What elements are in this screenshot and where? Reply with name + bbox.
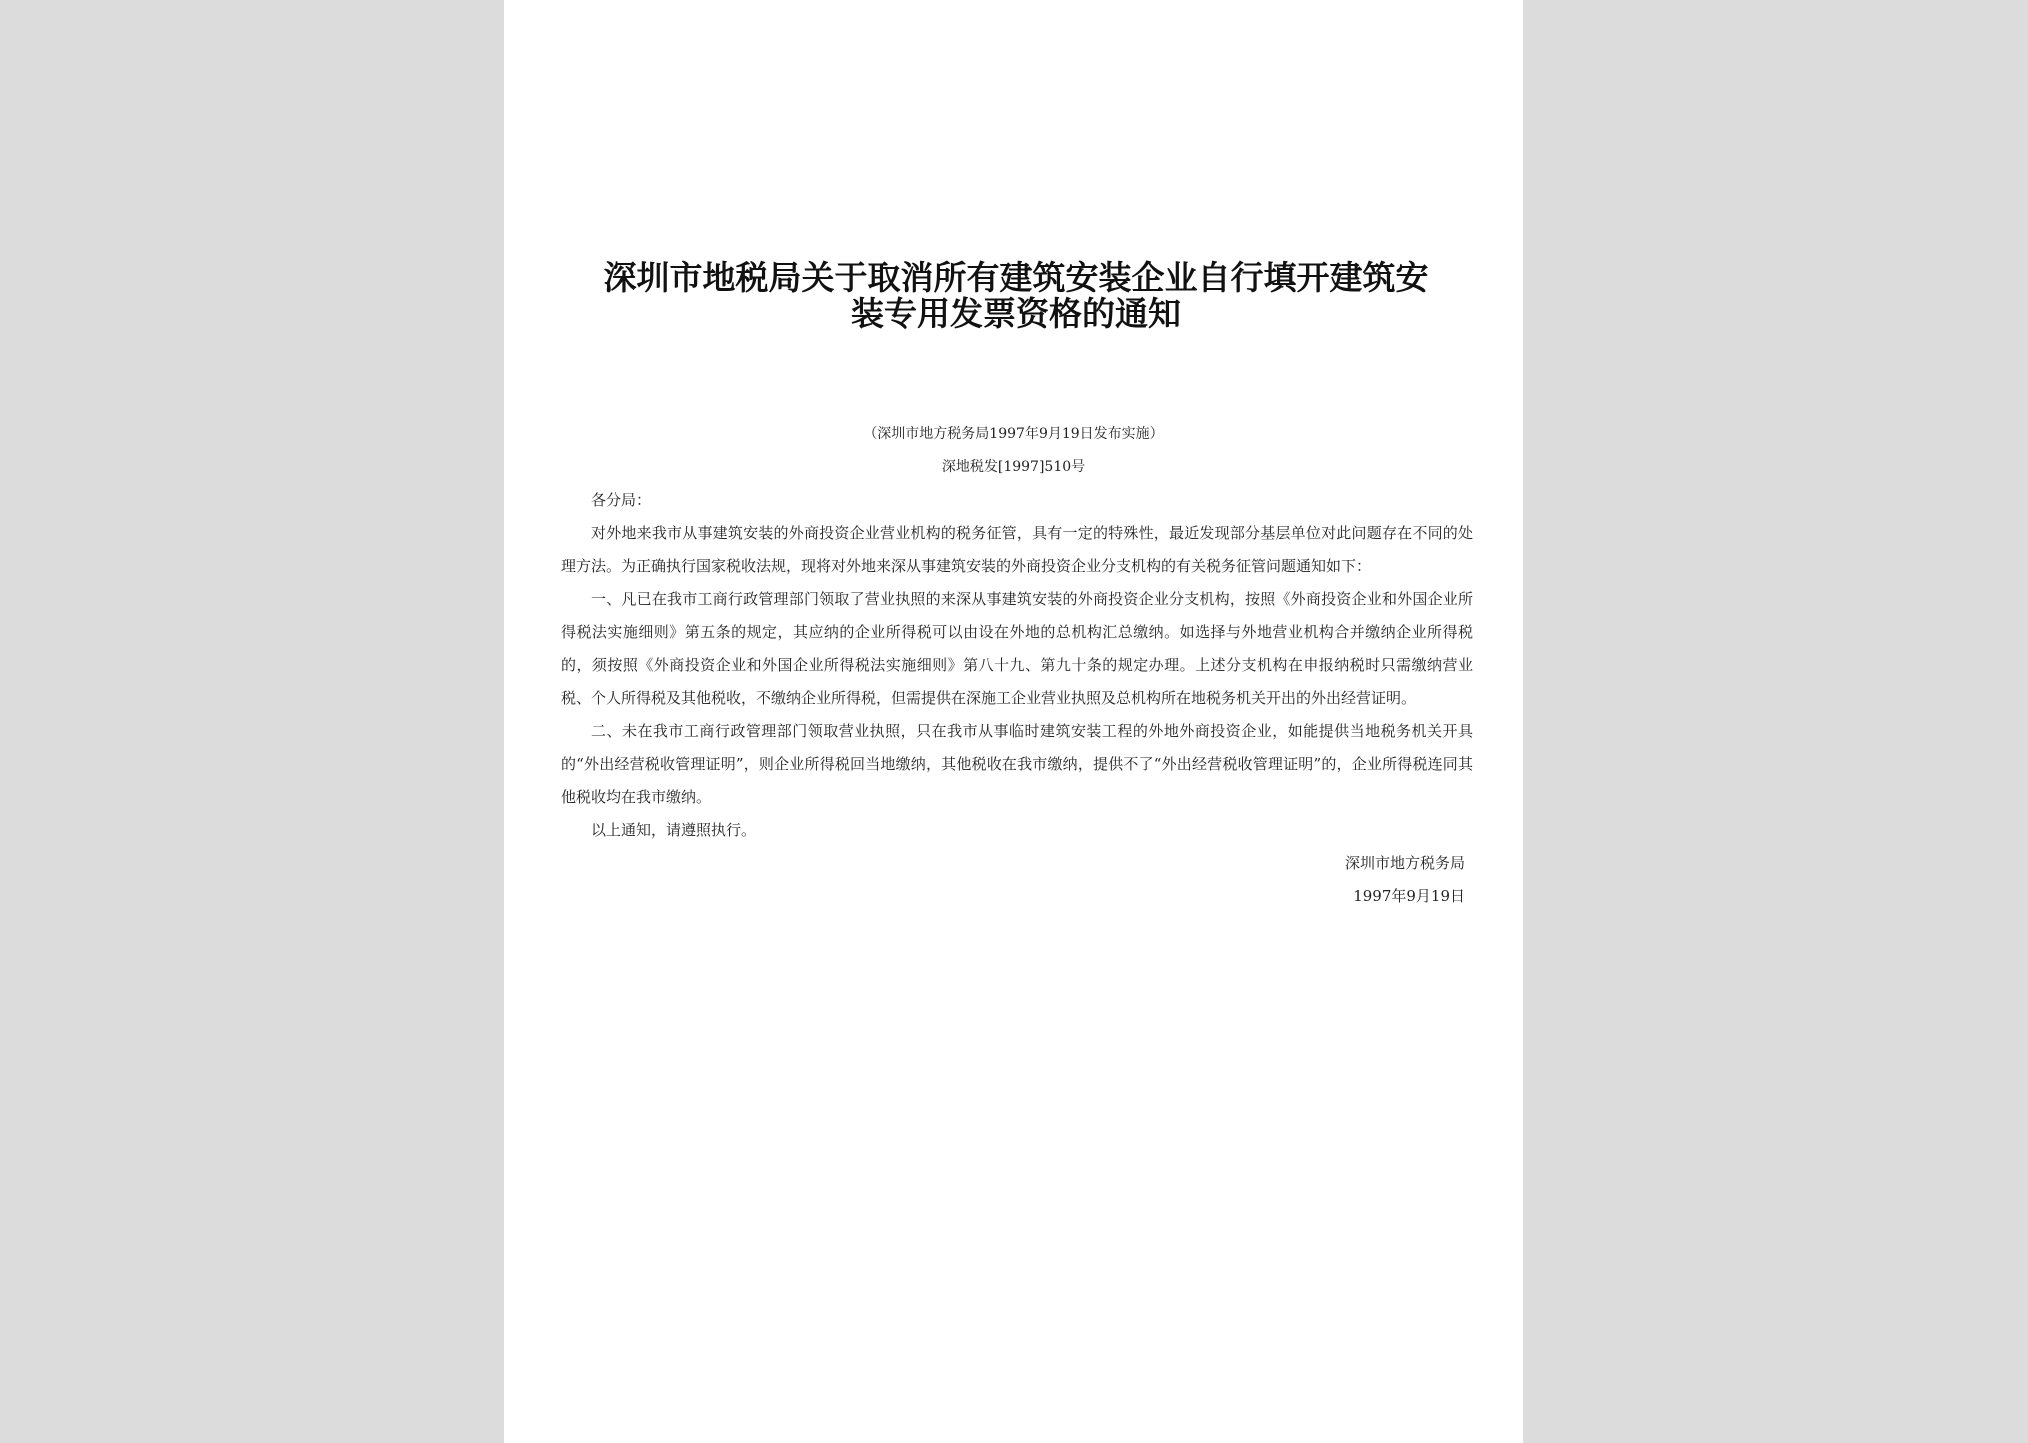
document-page — [504, 0, 1523, 1443]
signature: 深圳市地方税务局 — [1344, 854, 1465, 872]
document-number: 深地税发[1997]510号 — [941, 459, 1086, 475]
document-title: 深圳市地税局关于取消所有建筑安装企业自行填开建筑安装专用发票资格的通知 — [603, 258, 1429, 333]
body-paragraph-3: 二、未在我市工商行政管理部门领取营业执照，只在我市从事临时建筑安装工程的外地外商投资企业，如能提供当地税务机关开具的“外出经营税收管理证明”，则企业所得税回当地缴纳，其他税收在我市缴纳，提供不了“外出经营税收管理证明”的，企业所得税连同其他税收均在我市缴纳。 — [561, 722, 1473, 806]
issue-note: （深圳市地方税务局1997年9月19日发布实施） — [863, 426, 1164, 442]
body-paragraph-4: 以上通知，请遵照执行。 — [591, 821, 757, 839]
salutation: 各分局： — [591, 491, 652, 509]
body-paragraph-2: 一、凡已在我市工商行政管理部门领取了营业执照的来深从事建筑安装的外商投资企业分支机构，按照《外商投资企业和外国企业所得税法实施细则》第五条的规定，其应纳的企业所得税可以由设在外地的总机构汇总缴纳。如选择与外地营业机构合并缴纳企业所得税的，须按照《外商投资企业和外国企业所得税法实施细则》第八十九、第九十条的规定办理。上述分支机构在申报纳税时只需缴纳营业税、个人所得税及其他税收，不缴纳企业所得税，但需提供在深施工企业营业执照及总机构所在地税务机关开出的外出经营证明。 — [561, 590, 1473, 707]
document-date: 1997年9月19日 — [1353, 887, 1465, 905]
document-body — [561, 484, 1473, 913]
body-paragraph-1: 对外地来我市从事建筑安装的外商投资企业营业机构的税务征管，具有一定的特殊性，最近发现部分基层单位对此问题存在不同的处理方法。为正确执行国家税收法规，现将对外地来深从事建筑安装的外商投资企业分支机构的有关税务征管问题通知如下： — [561, 524, 1473, 575]
